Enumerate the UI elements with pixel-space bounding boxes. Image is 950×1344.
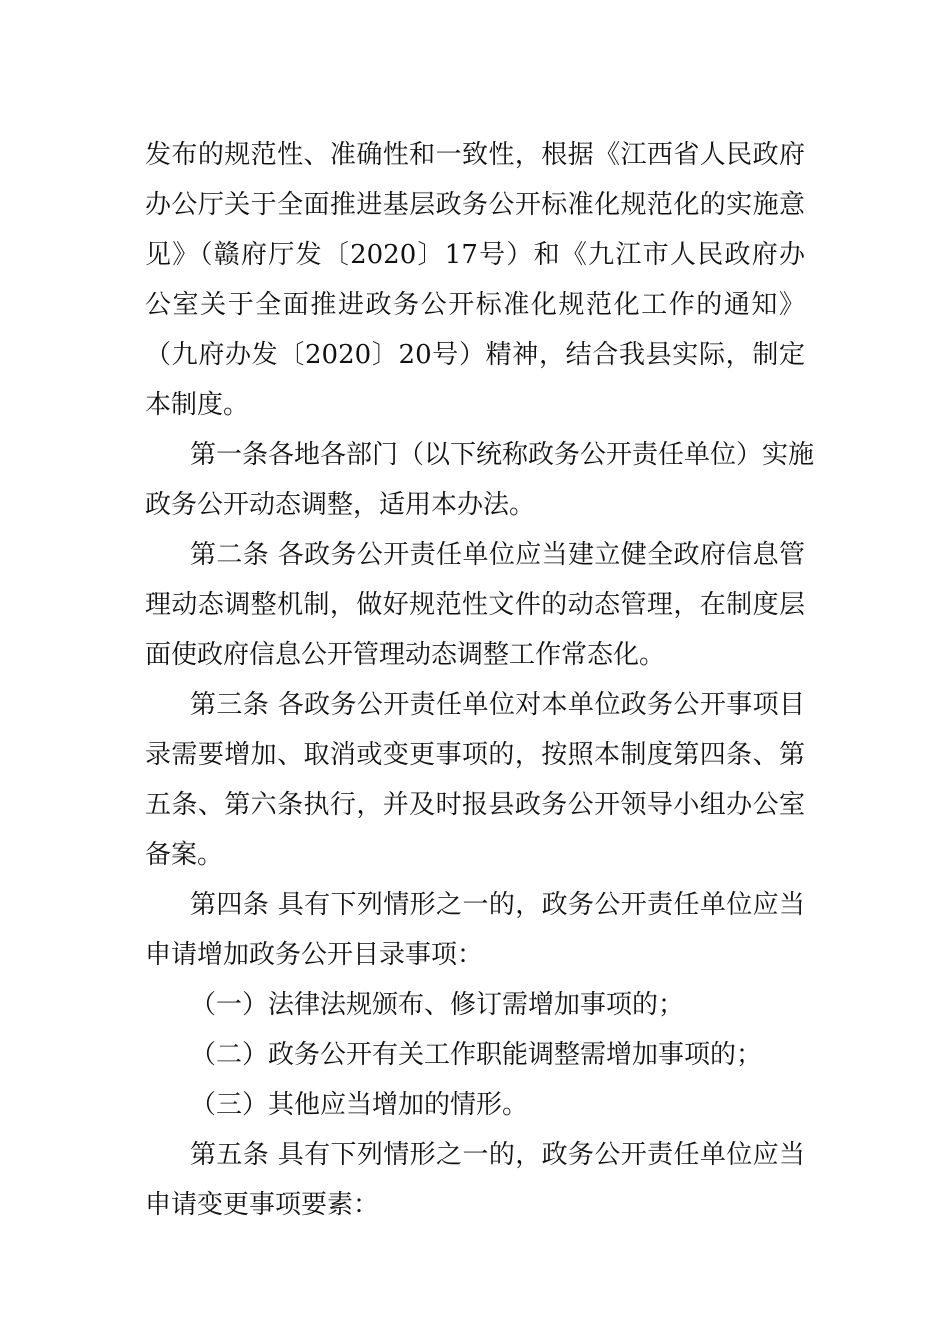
document-body xyxy=(145,130,815,1230)
text-line: 五条、第六条执行，并及时报县政务公开领导小组办公室 xyxy=(145,790,805,820)
text-line: 见》（赣府厅发〔2020〕17号）和《九江市人民政府办 xyxy=(145,240,805,270)
text-line: 公室关于全面推进政务公开标准化规范化工作的通知》 xyxy=(145,290,805,320)
paragraph-intro xyxy=(145,130,805,430)
text-line: （三）其他应当增加的情形。 xyxy=(190,1090,529,1120)
paragraph-item-4-1 xyxy=(145,980,805,1030)
text-line: 政务公开动态调整，适用本办法。 xyxy=(145,490,536,520)
text-line: 第三条 各政务公开责任单位对本单位政务公开事项目 xyxy=(190,690,805,720)
paragraph-item-4-2 xyxy=(145,1030,805,1080)
text-line: 申请增加政务公开目录事项： xyxy=(145,940,484,970)
text-line: 本制度。 xyxy=(145,390,250,420)
text-line: （九府办发〔2020〕20号）精神，结合我县实际，制定 xyxy=(145,340,805,370)
text-line: 录需要增加、取消或变更事项的，按照本制度第四条、第 xyxy=(145,740,805,770)
text-line: 发布的规范性、准确性和一致性，根据《江西省人民政府 xyxy=(145,140,805,170)
text-line: 办公厅关于全面推进基层政务公开标准化规范化的实施意 xyxy=(145,190,805,220)
paragraph-item-4-3 xyxy=(145,1080,805,1130)
paragraph-article-5 xyxy=(145,1130,805,1230)
text-line: 备案。 xyxy=(145,840,224,870)
text-line: 理动态调整机制，做好规范性文件的动态管理，在制度层 xyxy=(145,590,805,620)
text-line: （二）政务公开有关工作职能调整需增加事项的； xyxy=(190,1040,763,1070)
paragraph-article-4 xyxy=(145,880,805,980)
paragraph-article-1 xyxy=(145,430,815,530)
paragraph-article-3 xyxy=(145,680,805,880)
text-line: 第四条 具有下列情形之一的，政务公开责任单位应当 xyxy=(190,890,805,920)
text-line: 第五条 具有下列情形之一的，政务公开责任单位应当 xyxy=(190,1140,805,1170)
text-line: 面使政府信息公开管理动态调整工作常态化。 xyxy=(145,640,666,670)
paragraph-article-2 xyxy=(145,530,805,680)
text-line: 第二条 各政务公开责任单位应当建立健全政府信息管 xyxy=(190,540,805,570)
text-line: （一）法律法规颁布、修订需增加事项的； xyxy=(190,990,685,1020)
text-line: 第一条各地各部门（以下统称政务公开责任单位）实施 xyxy=(190,440,815,470)
text-line: 申请变更事项要素： xyxy=(145,1190,380,1220)
